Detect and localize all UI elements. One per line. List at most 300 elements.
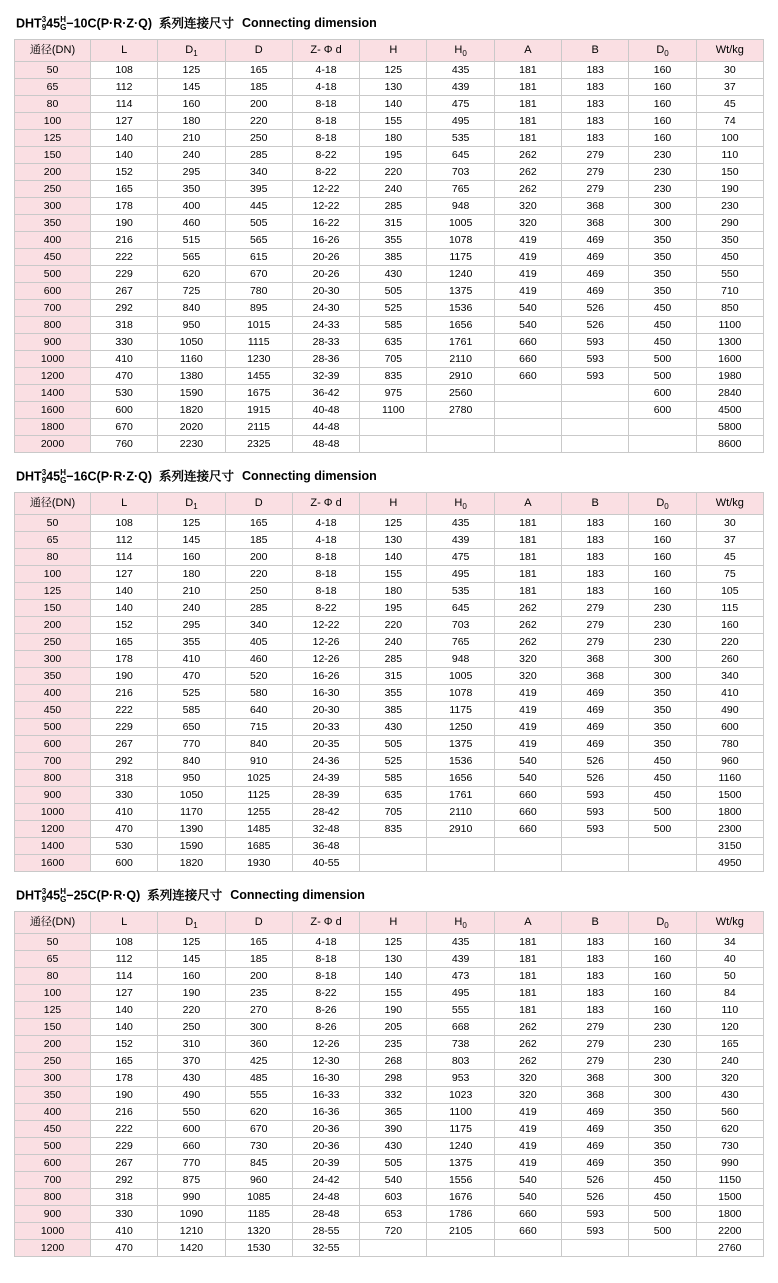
table-cell: 668 xyxy=(427,1019,494,1036)
table-cell: 505 xyxy=(360,736,427,753)
column-header: $H_0$ xyxy=(427,912,494,934)
table-cell: 267 xyxy=(91,736,158,753)
table-cell xyxy=(562,838,629,855)
cell-dn: 1600 xyxy=(15,402,91,419)
table-cell: 1005 xyxy=(427,215,494,232)
column-header: B xyxy=(562,493,629,515)
table-cell: 75 xyxy=(696,566,763,583)
cell-dn: 100 xyxy=(15,985,91,1002)
table-cell: 28-42 xyxy=(292,804,359,821)
table-cell: 181 xyxy=(494,79,561,96)
table-cell: 262 xyxy=(494,1036,561,1053)
table-cell: 160 xyxy=(629,532,696,549)
table-cell: 419 xyxy=(494,685,561,702)
table-row xyxy=(15,1070,764,1087)
table-cell: 160 xyxy=(629,96,696,113)
table-cell: 279 xyxy=(562,1036,629,1053)
table-cell: 530 xyxy=(91,385,158,402)
table-row xyxy=(15,62,764,79)
table-cell: 660 xyxy=(494,1223,561,1240)
table-cell: 450 xyxy=(629,787,696,804)
table-cell: 105 xyxy=(696,583,763,600)
table-cell xyxy=(629,436,696,453)
table-cell: 330 xyxy=(91,787,158,804)
table-cell: 385 xyxy=(360,249,427,266)
table-row xyxy=(15,651,764,668)
table-cell: 300 xyxy=(629,215,696,232)
table-row xyxy=(15,566,764,583)
table-cell: 469 xyxy=(562,685,629,702)
table-cell: 340 xyxy=(225,164,292,181)
table-cell xyxy=(427,1240,494,1257)
table-cell: 1980 xyxy=(696,368,763,385)
table-cell: 140 xyxy=(91,583,158,600)
table-cell: 152 xyxy=(91,617,158,634)
table-cell: 360 xyxy=(225,1036,292,1053)
table-cell: 515 xyxy=(158,232,225,249)
table-cell: 318 xyxy=(91,317,158,334)
table-cell: 318 xyxy=(91,770,158,787)
table-cell: 435 xyxy=(427,934,494,951)
table-cell: 152 xyxy=(91,164,158,181)
table-cell: 495 xyxy=(427,985,494,1002)
table-cell: 181 xyxy=(494,549,561,566)
table-cell: 1175 xyxy=(427,249,494,266)
table-cell: 240 xyxy=(360,181,427,198)
table-cell: 469 xyxy=(562,1155,629,1172)
cell-dn: 450 xyxy=(15,249,91,266)
table-cell: 1150 xyxy=(696,1172,763,1189)
table-cell xyxy=(427,419,494,436)
table-cell: 330 xyxy=(91,334,158,351)
table-cell: 1050 xyxy=(158,334,225,351)
table-cell: 835 xyxy=(360,821,427,838)
table-cell: 585 xyxy=(360,770,427,787)
table-cell: 450 xyxy=(629,300,696,317)
table-cell: 600 xyxy=(91,402,158,419)
table-cell: 419 xyxy=(494,1155,561,1172)
table-cell: 160 xyxy=(696,617,763,634)
table-cell xyxy=(494,838,561,855)
cell-dn: 350 xyxy=(15,215,91,232)
table-cell: 150 xyxy=(696,164,763,181)
table-cell: 36-42 xyxy=(292,385,359,402)
table-cell: 670 xyxy=(91,419,158,436)
table-cell: 1590 xyxy=(158,838,225,855)
table-cell: 183 xyxy=(562,934,629,951)
table-cell: 4-18 xyxy=(292,79,359,96)
table-cell: 875 xyxy=(158,1172,225,1189)
table-cell: 262 xyxy=(494,600,561,617)
title-rest: −16C(P·R·Z·Q) xyxy=(66,469,153,484)
table-cell: 450 xyxy=(629,753,696,770)
table-cell: 355 xyxy=(360,232,427,249)
table-cell: 181 xyxy=(494,62,561,79)
table-cell: 181 xyxy=(494,113,561,130)
table-cell: 419 xyxy=(494,283,561,300)
column-header: D xyxy=(225,40,292,62)
table-cell: 1536 xyxy=(427,753,494,770)
table-cell: 45 xyxy=(696,549,763,566)
table-cell: 410 xyxy=(91,804,158,821)
table-cell: 108 xyxy=(91,62,158,79)
table-cell: 1005 xyxy=(427,668,494,685)
table-cell: 1420 xyxy=(158,1240,225,1257)
table-cell: 419 xyxy=(494,719,561,736)
table-cell: 469 xyxy=(562,1121,629,1138)
table-cell: 469 xyxy=(562,266,629,283)
column-header: B xyxy=(562,40,629,62)
table-cell: 526 xyxy=(562,1189,629,1206)
table-cell: 292 xyxy=(91,300,158,317)
table-cell: 320 xyxy=(696,1070,763,1087)
table-cell: 1015 xyxy=(225,317,292,334)
table-cell: 500 xyxy=(629,351,696,368)
table-row xyxy=(15,1121,764,1138)
table-cell: 730 xyxy=(696,1138,763,1155)
title-rest: −10C(P·R·Z·Q) xyxy=(66,16,153,31)
table-cell: 2840 xyxy=(696,385,763,402)
table-row xyxy=(15,419,764,436)
cell-dn: 300 xyxy=(15,1070,91,1087)
table-row xyxy=(15,232,764,249)
table-cell: 127 xyxy=(91,566,158,583)
table-cell: 650 xyxy=(158,719,225,736)
table-cell: 110 xyxy=(696,1002,763,1019)
table-cell: 285 xyxy=(360,198,427,215)
table-cell: 460 xyxy=(158,215,225,232)
table-cell: 710 xyxy=(696,283,763,300)
table-cell: 340 xyxy=(225,617,292,634)
table-cell xyxy=(562,402,629,419)
table-row xyxy=(15,385,764,402)
table-cell: 1175 xyxy=(427,702,494,719)
table-cell xyxy=(360,419,427,436)
table-cell: 24-33 xyxy=(292,317,359,334)
table-row xyxy=(15,181,764,198)
table-cell: 445 xyxy=(225,198,292,215)
table-row xyxy=(15,283,764,300)
table-row xyxy=(15,968,764,985)
table-cell: 229 xyxy=(91,266,158,283)
column-header: Z- Φ d xyxy=(292,912,359,934)
table-cell: 1536 xyxy=(427,300,494,317)
table-cell xyxy=(629,419,696,436)
column-header: H xyxy=(360,912,427,934)
table-cell: 320 xyxy=(494,198,561,215)
table-cell: 895 xyxy=(225,300,292,317)
table-cell: 130 xyxy=(360,532,427,549)
table-cell: 370 xyxy=(158,1053,225,1070)
table-cell: 620 xyxy=(696,1121,763,1138)
table-cell: 295 xyxy=(158,164,225,181)
column-header: B xyxy=(562,912,629,934)
table-cell: 473 xyxy=(427,968,494,985)
table-cell: 1590 xyxy=(158,385,225,402)
table-cell: 410 xyxy=(91,351,158,368)
table-cell: 1078 xyxy=(427,685,494,702)
table-cell: 285 xyxy=(360,651,427,668)
table-cell: 140 xyxy=(91,147,158,164)
table-cell: 526 xyxy=(562,317,629,334)
table-cell: 114 xyxy=(91,968,158,985)
cell-dn: 125 xyxy=(15,583,91,600)
table-cell: 620 xyxy=(225,1104,292,1121)
table-cell: 190 xyxy=(91,668,158,685)
table-cell: 593 xyxy=(562,1206,629,1223)
cell-dn: 50 xyxy=(15,934,91,951)
column-header: Wt/kg xyxy=(696,493,763,515)
table-cell: 593 xyxy=(562,804,629,821)
table-cell: 36-48 xyxy=(292,838,359,855)
table-cell: 180 xyxy=(360,130,427,147)
cell-dn: 80 xyxy=(15,968,91,985)
table-cell: 526 xyxy=(562,753,629,770)
table-cell: 262 xyxy=(494,1019,561,1036)
table-cell: 1676 xyxy=(427,1189,494,1206)
table-cell: 262 xyxy=(494,634,561,651)
table-cell: 1160 xyxy=(158,351,225,368)
table-cell: 165 xyxy=(696,1036,763,1053)
title-cn: 系列连接尺寸 xyxy=(152,469,235,484)
table-cell: 160 xyxy=(629,515,696,532)
table-cell: 185 xyxy=(225,951,292,968)
table-cell: 500 xyxy=(629,821,696,838)
table-cell: 8-22 xyxy=(292,600,359,617)
table-row xyxy=(15,634,764,651)
cell-dn: 150 xyxy=(15,600,91,617)
section-title xyxy=(16,469,764,485)
table-cell: 262 xyxy=(494,617,561,634)
table-cell: 48-48 xyxy=(292,436,359,453)
table-cell: 4-18 xyxy=(292,62,359,79)
table-cell: 183 xyxy=(562,62,629,79)
table-row xyxy=(15,1138,764,1155)
table-cell: 340 xyxy=(696,668,763,685)
cell-dn: 800 xyxy=(15,1189,91,1206)
table-cell: 593 xyxy=(562,821,629,838)
table-cell: 1100 xyxy=(696,317,763,334)
table-cell: 210 xyxy=(158,583,225,600)
cell-dn: 300 xyxy=(15,198,91,215)
table-cell: 220 xyxy=(696,634,763,651)
table-cell: 20-30 xyxy=(292,283,359,300)
table-cell: 2300 xyxy=(696,821,763,838)
table-cell: 439 xyxy=(427,532,494,549)
table-cell: 368 xyxy=(562,215,629,232)
table-cell: 910 xyxy=(225,753,292,770)
table-cell: 526 xyxy=(562,1172,629,1189)
table-cell: 526 xyxy=(562,300,629,317)
table-cell: 500 xyxy=(629,368,696,385)
title-en: Connecting dimension xyxy=(242,469,377,484)
table-cell: 20-30 xyxy=(292,702,359,719)
column-header: H xyxy=(360,40,427,62)
table-cell: 112 xyxy=(91,532,158,549)
table-cell: 125 xyxy=(360,515,427,532)
table-cell: 565 xyxy=(225,232,292,249)
table-cell xyxy=(494,855,561,872)
table-cell: 16-36 xyxy=(292,1104,359,1121)
cell-dn: 125 xyxy=(15,130,91,147)
cell-dn: 200 xyxy=(15,1036,91,1053)
table-cell: 8-18 xyxy=(292,96,359,113)
table-cell: 419 xyxy=(494,736,561,753)
table-cell xyxy=(427,855,494,872)
cell-dn: 350 xyxy=(15,668,91,685)
table-cell: 165 xyxy=(91,634,158,651)
table-cell: 262 xyxy=(494,164,561,181)
table-cell: 835 xyxy=(360,368,427,385)
cell-dn: 2000 xyxy=(15,436,91,453)
column-header: L xyxy=(91,912,158,934)
table-cell: 368 xyxy=(562,1070,629,1087)
table-row xyxy=(15,985,764,1002)
table-cell: 960 xyxy=(696,753,763,770)
table-cell: 125 xyxy=(360,62,427,79)
table-cell: 183 xyxy=(562,951,629,968)
table-cell: 500 xyxy=(629,1223,696,1240)
table-cell: 20-36 xyxy=(292,1121,359,1138)
table-cell: 300 xyxy=(629,668,696,685)
table-cell: 1210 xyxy=(158,1223,225,1240)
table-cell: 178 xyxy=(91,651,158,668)
table-row xyxy=(15,113,764,130)
table-cell: 660 xyxy=(494,821,561,838)
table-cell: 181 xyxy=(494,96,561,113)
table-cell: 181 xyxy=(494,515,561,532)
table-cell: 230 xyxy=(629,617,696,634)
table-cell xyxy=(562,436,629,453)
table-cell: 1800 xyxy=(696,804,763,821)
table-cell: 535 xyxy=(427,583,494,600)
table-cell: 3150 xyxy=(696,838,763,855)
table-cell: 160 xyxy=(158,96,225,113)
table-row xyxy=(15,1104,764,1121)
table-cell: 560 xyxy=(696,1104,763,1121)
table-row xyxy=(15,736,764,753)
table-cell: 500 xyxy=(629,1206,696,1223)
table-header-row xyxy=(15,493,764,515)
table-cell: 320 xyxy=(494,668,561,685)
table-cell: 16-26 xyxy=(292,668,359,685)
column-header: $D_0$ xyxy=(629,493,696,515)
table-cell: 1761 xyxy=(427,787,494,804)
table-row xyxy=(15,753,764,770)
column-header: Z- Φ d xyxy=(292,40,359,62)
table-row xyxy=(15,334,764,351)
table-cell: 593 xyxy=(562,1223,629,1240)
table-cell: 160 xyxy=(158,968,225,985)
table-cell: 230 xyxy=(629,600,696,617)
table-cell: 1930 xyxy=(225,855,292,872)
table-cell: 160 xyxy=(629,549,696,566)
table-cell: 419 xyxy=(494,1138,561,1155)
cell-dn: 150 xyxy=(15,1019,91,1036)
table-cell: 1761 xyxy=(427,334,494,351)
table-cell: 320 xyxy=(494,1087,561,1104)
table-cell: 430 xyxy=(696,1087,763,1104)
table-cell: 770 xyxy=(158,736,225,753)
table-cell: 990 xyxy=(696,1155,763,1172)
table-cell: 140 xyxy=(360,96,427,113)
table-cell: 600 xyxy=(158,1121,225,1138)
table-cell: 262 xyxy=(494,1053,561,1070)
table-cell: 160 xyxy=(158,549,225,566)
table-cell: 470 xyxy=(158,668,225,685)
column-header: Wt/kg xyxy=(696,912,763,934)
table-cell: 450 xyxy=(629,334,696,351)
table-header-row xyxy=(15,40,764,62)
table-cell: 953 xyxy=(427,1070,494,1087)
table-row xyxy=(15,147,764,164)
table-cell: 12-22 xyxy=(292,181,359,198)
title-en: Connecting dimension xyxy=(242,16,377,31)
sections-container xyxy=(14,16,764,1257)
cell-dn: 1000 xyxy=(15,804,91,821)
table-cell: 645 xyxy=(427,600,494,617)
table-cell: 279 xyxy=(562,634,629,651)
table-cell: 660 xyxy=(494,351,561,368)
table-cell: 240 xyxy=(360,634,427,651)
table-cell: 495 xyxy=(427,566,494,583)
table-cell: 555 xyxy=(225,1087,292,1104)
table-cell: 20-26 xyxy=(292,266,359,283)
section-title xyxy=(16,16,764,32)
table-cell: 1300 xyxy=(696,334,763,351)
cell-dn: 600 xyxy=(15,283,91,300)
cell-dn: 100 xyxy=(15,113,91,130)
cell-dn: 900 xyxy=(15,1206,91,1223)
table-cell xyxy=(562,385,629,402)
table-row xyxy=(15,130,764,147)
table-cell: 1485 xyxy=(225,821,292,838)
table-cell: 20-26 xyxy=(292,249,359,266)
table-cell: 216 xyxy=(91,685,158,702)
table-cell: 181 xyxy=(494,130,561,147)
table-cell: 183 xyxy=(562,96,629,113)
table-cell: 24-48 xyxy=(292,1189,359,1206)
table-cell: 178 xyxy=(91,1070,158,1087)
table-cell: 2110 xyxy=(427,351,494,368)
table-cell: 180 xyxy=(158,113,225,130)
table-cell: 469 xyxy=(562,702,629,719)
table-cell: 165 xyxy=(225,62,292,79)
table-cell: 127 xyxy=(91,113,158,130)
table-row xyxy=(15,1053,764,1070)
table-cell: 2110 xyxy=(427,804,494,821)
table-cell: 540 xyxy=(494,1172,561,1189)
table-cell: 165 xyxy=(225,934,292,951)
table-row xyxy=(15,1206,764,1223)
table-cell: 653 xyxy=(360,1206,427,1223)
table-cell: 850 xyxy=(696,300,763,317)
table-cell: 190 xyxy=(91,215,158,232)
table-cell: 183 xyxy=(562,113,629,130)
table-cell xyxy=(562,419,629,436)
table-cell: 230 xyxy=(629,1053,696,1070)
table-cell: 350 xyxy=(629,249,696,266)
table-cell: 155 xyxy=(360,566,427,583)
table-cell: 8-18 xyxy=(292,583,359,600)
table-cell: 425 xyxy=(225,1053,292,1070)
table-cell: 1685 xyxy=(225,838,292,855)
table-cell: 1600 xyxy=(696,351,763,368)
table-cell: 390 xyxy=(360,1121,427,1138)
table-cell: 8-18 xyxy=(292,951,359,968)
column-header: $D_0$ xyxy=(629,912,696,934)
table-row xyxy=(15,838,764,855)
